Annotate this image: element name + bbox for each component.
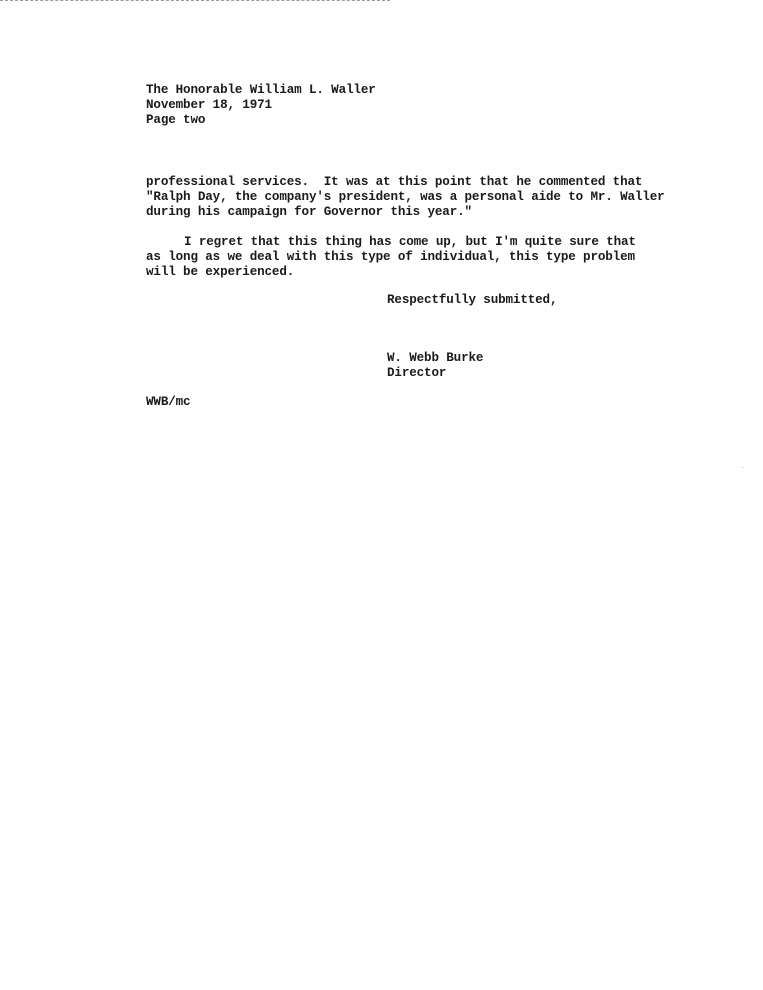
paragraph-line: professional services. It was at this point that he commented that	[146, 175, 643, 189]
page-number-line: Page two	[146, 113, 206, 127]
complimentary-closing	[387, 293, 687, 308]
paragraph-1	[146, 175, 686, 220]
top-dashed-border	[0, 0, 390, 1]
paragraph-line: "Ralph Day, the company's president, was a personal aide to Mr. Waller	[146, 190, 665, 204]
addressee-line: The Honorable William L. Waller	[146, 83, 376, 97]
signature-block	[387, 351, 687, 381]
signer-title: Director	[387, 366, 447, 380]
initials-text: WWB/mc	[146, 395, 191, 409]
paragraph-line: will be experienced.	[146, 265, 295, 279]
paragraph-2	[146, 235, 686, 280]
paragraph-line: as long as we deal with this type of individual, this type problem	[146, 250, 635, 264]
letter-heading	[146, 83, 686, 128]
signer-name: W. Webb Burke	[387, 351, 484, 365]
paragraph-line: during his campaign for Governor this year."	[146, 205, 472, 219]
letter-body	[146, 83, 686, 280]
date-line: November 18, 1971	[146, 98, 272, 112]
reference-initials	[146, 395, 346, 410]
closing-text: Respectfully submitted,	[387, 293, 558, 307]
paragraph-line: I regret that this thing has come up, but I'm quite sure that	[184, 235, 636, 249]
scan-speck	[742, 467, 743, 468]
